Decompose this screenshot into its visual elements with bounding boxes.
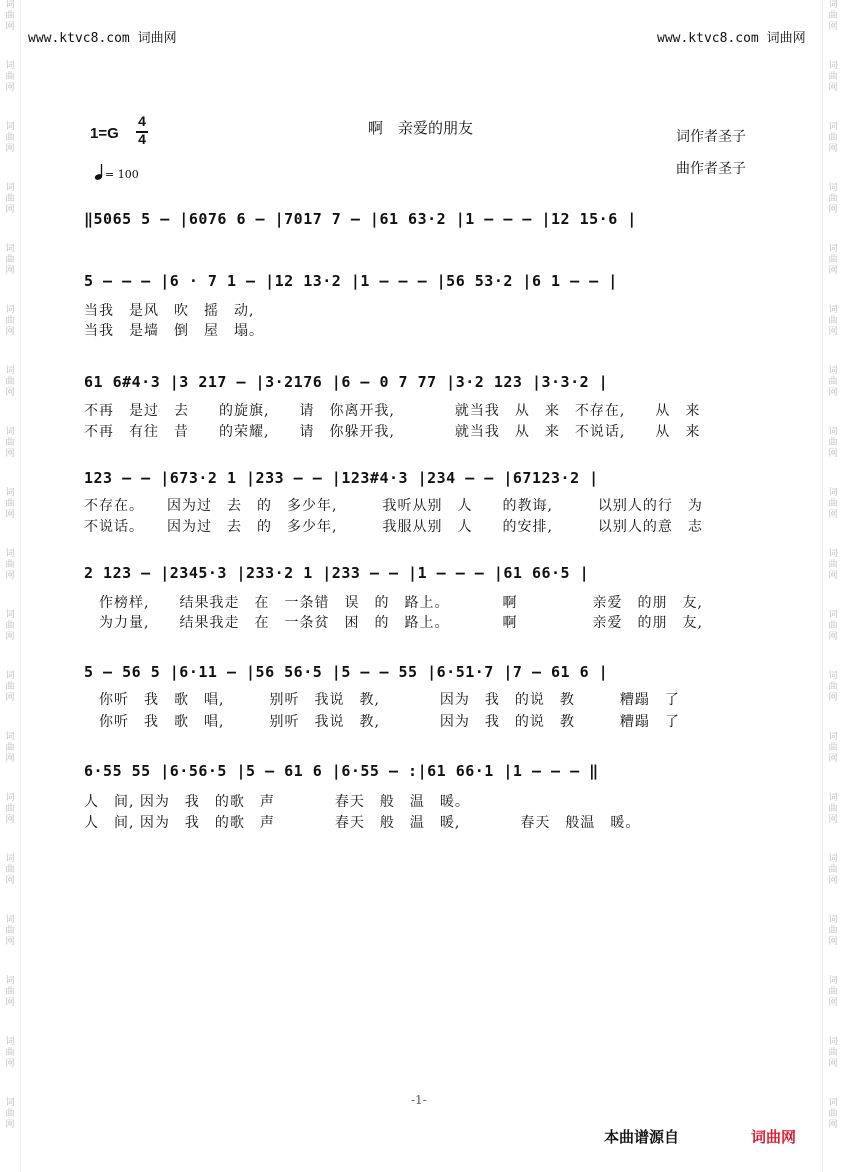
side-watermark-char: 词	[828, 854, 838, 864]
score-line-4-lyrics-2: 不说话。 因为过 去 的 多少年, 我服从别 人 的安排, 以别人的意 志	[84, 519, 703, 535]
side-watermark-char: 网	[5, 571, 15, 581]
side-watermark-char: 曲	[828, 865, 838, 875]
margin-line-right	[822, 0, 823, 1172]
side-watermark-char: 曲	[5, 621, 15, 631]
side-watermark-char: 网	[5, 632, 15, 642]
side-watermark-char: 曲	[828, 560, 838, 570]
side-watermark-group	[3, 122, 17, 183]
side-watermark-char: 网	[5, 83, 15, 93]
side-watermark-char: 网	[828, 1059, 838, 1069]
source-brand-logo: 词曲网	[751, 1128, 797, 1146]
side-watermark-char: 词	[5, 0, 15, 10]
side-watermark-char: 网	[5, 815, 15, 825]
side-watermark-char: 曲	[828, 11, 838, 21]
side-watermark-char: 网	[828, 205, 838, 215]
score-line-4-lyrics-1: 不存在。 因为过 去 的 多少年, 我听从别 人 的教诲, 以别人的行 为	[84, 498, 703, 514]
site-watermark-right: www.ktvc8.com 词曲网	[657, 31, 806, 46]
side-watermark-char: 曲	[5, 926, 15, 936]
side-watermark-char: 网	[828, 998, 838, 1008]
side-watermark-char: 词	[5, 732, 15, 742]
side-watermark-group	[3, 488, 17, 549]
side-watermark-char: 曲	[828, 255, 838, 265]
side-watermark-group	[826, 366, 840, 427]
score-line-1-notes: ‖5065 5 – |6076 6 – |7017 7 – |61 63·2 |1 – – – |12 15·6 |	[84, 210, 637, 228]
side-watermark-char: 词	[5, 1098, 15, 1108]
side-watermark-char: 网	[5, 998, 15, 1008]
score-line-5-lyrics-1: 作榜样, 结果我走 在 一条错 误 的 路上。 啊 亲爱 的朋 友,	[84, 595, 703, 611]
side-watermark-char: 词	[828, 732, 838, 742]
score-line-3-notes: 61 6#4·3 |3 217 – |3·2176 |6 – 0 7 77 |3·2 123 |3·3·2 |	[84, 373, 609, 391]
side-watermark-char: 词	[5, 610, 15, 620]
side-watermark-char: 词	[5, 183, 15, 193]
side-watermark-char: 网	[5, 449, 15, 459]
side-watermark-char: 词	[828, 0, 838, 10]
side-watermark-char: 词	[828, 366, 838, 376]
side-watermark-char: 曲	[828, 926, 838, 936]
side-watermark-group	[3, 0, 17, 61]
side-watermark-char: 曲	[5, 682, 15, 692]
side-watermark-right	[826, 0, 840, 1172]
side-watermark-group	[826, 244, 840, 305]
side-watermark-char: 网	[828, 22, 838, 32]
side-watermark-char: 曲	[5, 133, 15, 143]
composer-credit: 曲作者圣子	[676, 161, 746, 177]
score-line-7-lyrics-2: 人 间, 因为 我 的歌 声 春天 般 温 暖, 春天 般温 暖。	[84, 815, 641, 831]
side-watermark-char: 网	[5, 693, 15, 703]
score-line-3-lyrics-1: 不再 是过 去 的旋旗, 请 你离开我, 就当我 从 来 不存在, 从 来	[84, 403, 701, 419]
side-watermark-group	[826, 610, 840, 671]
side-watermark-char: 词	[828, 793, 838, 803]
side-watermark-char: 曲	[5, 560, 15, 570]
side-watermark-char: 曲	[5, 804, 15, 814]
side-watermark-char: 曲	[5, 255, 15, 265]
side-watermark-char: 网	[828, 144, 838, 154]
score-line-7-lyrics-1: 人 间, 因为 我 的歌 声 春天 般 温 暖。	[84, 794, 470, 810]
side-watermark-char: 词	[828, 183, 838, 193]
side-watermark-group	[3, 610, 17, 671]
side-watermark-char: 网	[828, 510, 838, 520]
side-watermark-char: 网	[828, 632, 838, 642]
side-watermark-char: 曲	[828, 1109, 838, 1119]
side-watermark-char: 网	[5, 876, 15, 886]
side-watermark-group	[3, 183, 17, 244]
side-watermark-char: 曲	[828, 621, 838, 631]
side-watermark-char: 网	[5, 510, 15, 520]
score-line-4-notes: 123 – – |673·2 1 |233 – – |123#4·3 |234 – – |67123·2 |	[84, 469, 599, 487]
side-watermark-char: 词	[828, 61, 838, 71]
side-watermark-group	[826, 854, 840, 915]
side-watermark-group	[3, 427, 17, 488]
side-watermark-char: 词	[5, 427, 15, 437]
side-watermark-char: 词	[828, 610, 838, 620]
side-watermark-char: 词	[5, 854, 15, 864]
side-watermark-char: 曲	[828, 133, 838, 143]
side-watermark-char: 词	[828, 244, 838, 254]
score-line-6-lyrics-1: 你听 我 歌 唱, 别听 我说 教, 因为 我 的说 教 糟蹋 了	[84, 692, 680, 708]
side-watermark-char: 曲	[5, 865, 15, 875]
side-watermark-char: 网	[5, 937, 15, 947]
side-watermark-char: 词	[828, 671, 838, 681]
side-watermark-group	[3, 976, 17, 1037]
side-watermark-char: 词	[5, 122, 15, 132]
page-number: -1-	[411, 1093, 427, 1107]
quarter-note-icon	[94, 163, 104, 185]
score-line-5-notes: 2 123 – |2345·3 |233·2 1 |233 – – |1 – – – |61 66·5 |	[84, 564, 590, 582]
side-watermark-char: 曲	[5, 316, 15, 326]
score-line-6-notes: 5 – 56 5 |6·11 – |56 56·5 |5 – – 55 |6·51·7 |7 – 61 6 |	[84, 663, 609, 681]
side-watermark-char: 词	[828, 305, 838, 315]
score-line-3-lyrics-2: 不再 有往 昔 的荣耀, 请 你躲开我, 就当我 从 来 不说话, 从 来	[84, 424, 701, 440]
side-watermark-char: 词	[828, 427, 838, 437]
side-watermark-char: 网	[5, 1059, 15, 1069]
side-watermark-group	[826, 976, 840, 1037]
song-title: 啊 亲爱的朋友	[368, 119, 474, 137]
side-watermark-group	[3, 549, 17, 610]
side-watermark-char: 曲	[828, 987, 838, 997]
side-watermark-char: 曲	[828, 804, 838, 814]
side-watermark-group	[3, 854, 17, 915]
side-watermark-char: 曲	[5, 987, 15, 997]
side-watermark-group	[3, 305, 17, 366]
side-watermark-group	[826, 671, 840, 732]
side-watermark-left	[3, 0, 17, 1172]
side-watermark-group	[3, 366, 17, 427]
side-watermark-group	[826, 1037, 840, 1098]
side-watermark-char: 网	[828, 449, 838, 459]
score-line-6-lyrics-2: 你听 我 歌 唱, 别听 我说 教, 因为 我 的说 教 糟蹋 了	[84, 714, 680, 730]
side-watermark-char: 词	[5, 549, 15, 559]
side-watermark-char: 网	[5, 22, 15, 32]
side-watermark-char: 曲	[828, 377, 838, 387]
tempo-marking: = 100	[105, 168, 139, 181]
side-watermark-group	[826, 122, 840, 183]
side-watermark-char: 网	[828, 693, 838, 703]
margin-line-left	[20, 0, 21, 1172]
side-watermark-char: 曲	[5, 1109, 15, 1119]
side-watermark-char: 网	[828, 83, 838, 93]
side-watermark-group	[3, 244, 17, 305]
side-watermark-group	[826, 549, 840, 610]
side-watermark-char: 网	[828, 937, 838, 947]
side-watermark-char: 曲	[5, 499, 15, 509]
side-watermark-group	[826, 1098, 840, 1159]
side-watermark-char: 词	[828, 915, 838, 925]
side-watermark-char: 网	[828, 1120, 838, 1130]
side-watermark-char: 曲	[5, 377, 15, 387]
side-watermark-group	[826, 915, 840, 976]
side-watermark-char: 曲	[5, 743, 15, 753]
side-watermark-char: 词	[5, 305, 15, 315]
side-watermark-char: 曲	[828, 743, 838, 753]
side-watermark-group	[3, 915, 17, 976]
side-watermark-group	[826, 61, 840, 122]
side-watermark-char: 曲	[828, 682, 838, 692]
time-signature-bottom: 4	[138, 131, 146, 147]
side-watermark-char: 网	[828, 876, 838, 886]
side-watermark-char: 曲	[828, 499, 838, 509]
side-watermark-group	[826, 793, 840, 854]
score-line-2-lyrics-2: 当我 是墙 倒 屋 塌。	[84, 323, 264, 339]
side-watermark-char: 曲	[5, 438, 15, 448]
side-watermark-group	[3, 1037, 17, 1098]
side-watermark-char: 网	[5, 1120, 15, 1130]
side-watermark-char: 网	[828, 815, 838, 825]
score-line-7-notes: 6·55 55 |6·56·5 |5 – 61 6 |6·55 – :|61 66·1 |1 – – – ‖	[84, 762, 599, 780]
side-watermark-group	[826, 732, 840, 793]
key-signature: 1=G	[90, 125, 119, 142]
side-watermark-char: 网	[5, 754, 15, 764]
side-watermark-char: 曲	[5, 194, 15, 204]
side-watermark-char: 曲	[828, 1048, 838, 1058]
side-watermark-char: 词	[828, 122, 838, 132]
source-label: 本曲谱源自	[604, 1128, 680, 1146]
side-watermark-char: 曲	[5, 11, 15, 21]
side-watermark-char: 网	[5, 144, 15, 154]
side-watermark-char: 词	[828, 1037, 838, 1047]
side-watermark-char: 网	[828, 266, 838, 276]
side-watermark-char: 词	[5, 976, 15, 986]
side-watermark-char: 词	[828, 976, 838, 986]
side-watermark-group	[3, 61, 17, 122]
score-line-5-lyrics-2: 为力量, 结果我走 在 一条贫 困 的 路上。 啊 亲爱 的朋 友,	[84, 615, 703, 631]
score-line-2-notes: 5 – – – |6 · 7 1 – |12 13·2 |1 – – – |56 53·2 |6 1 – – |	[84, 272, 618, 290]
side-watermark-char: 词	[828, 549, 838, 559]
side-watermark-group	[3, 671, 17, 732]
side-watermark-char: 网	[5, 205, 15, 215]
side-watermark-group	[826, 488, 840, 549]
side-watermark-char: 词	[5, 793, 15, 803]
side-watermark-group	[826, 0, 840, 61]
side-watermark-char: 词	[5, 671, 15, 681]
side-watermark-group	[826, 427, 840, 488]
side-watermark-char: 曲	[828, 438, 838, 448]
side-watermark-char: 曲	[828, 316, 838, 326]
side-watermark-char: 网	[5, 327, 15, 337]
side-watermark-char: 词	[5, 915, 15, 925]
side-watermark-char: 曲	[5, 1048, 15, 1058]
side-watermark-group	[3, 732, 17, 793]
side-watermark-char: 曲	[828, 194, 838, 204]
lyricist-credit: 词作者圣子	[676, 129, 746, 145]
side-watermark-char: 词	[5, 244, 15, 254]
side-watermark-char: 词	[828, 488, 838, 498]
side-watermark-group	[3, 793, 17, 854]
site-watermark-left: www.ktvc8.com 词曲网	[28, 31, 177, 46]
side-watermark-char: 网	[828, 388, 838, 398]
side-watermark-char: 词	[5, 61, 15, 71]
side-watermark-char: 词	[5, 366, 15, 376]
side-watermark-char: 曲	[5, 72, 15, 82]
side-watermark-char: 词	[5, 1037, 15, 1047]
side-watermark-char: 网	[5, 266, 15, 276]
side-watermark-group	[826, 183, 840, 244]
side-watermark-char: 网	[828, 571, 838, 581]
side-watermark-char: 曲	[828, 72, 838, 82]
side-watermark-group	[3, 1098, 17, 1159]
side-watermark-char: 词	[5, 488, 15, 498]
side-watermark-char: 词	[828, 1098, 838, 1108]
side-watermark-char: 网	[828, 754, 838, 764]
score-line-2-lyrics-1: 当我 是风 吹 摇 动,	[84, 303, 255, 319]
side-watermark-char: 网	[5, 388, 15, 398]
side-watermark-char: 网	[828, 327, 838, 337]
time-signature-top: 4	[138, 113, 146, 129]
side-watermark-group	[826, 305, 840, 366]
